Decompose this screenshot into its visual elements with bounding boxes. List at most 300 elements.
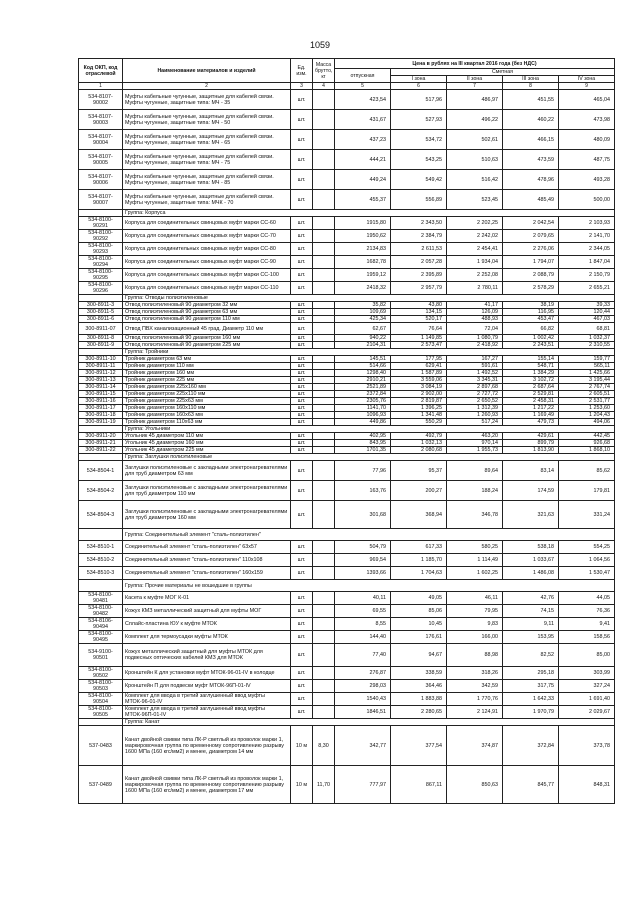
table-row: [79, 667, 615, 680]
item-name: Муфты кабельные чугунные, защитные для кабелей связи. Муфты чугунные, защитные типа: МЧК - 70: [123, 190, 291, 210]
item-mass: [313, 680, 335, 693]
price-zone-4: 493,28: [559, 170, 615, 190]
price-zone-2: 463,20: [447, 433, 503, 440]
group-empty-cell: [79, 295, 123, 302]
table-row: [79, 370, 615, 377]
price-zone-1: 2 395,89: [391, 269, 447, 282]
price-zone-3: 1 794,07: [503, 256, 559, 269]
group-empty-cell: [79, 454, 123, 461]
price-release: 455,37: [335, 190, 391, 210]
table-row: [79, 323, 615, 335]
price-zone-1: 43,80: [391, 302, 447, 309]
item-mass: [313, 316, 335, 323]
price-release: 777,97: [335, 766, 391, 804]
col-num: 5: [335, 83, 391, 90]
item-unit: шт.: [291, 377, 313, 384]
table-row: [79, 256, 615, 269]
item-name: Тройник диаметром 110х63 мм: [123, 419, 291, 426]
group-row: [79, 454, 615, 461]
price-zone-4: 848,31: [559, 766, 615, 804]
price-zone-3: 2 243,51: [503, 342, 559, 349]
item-name: Муфты кабельные чугунные, защитные для кабелей связи. Муфты чугунные, защитные типа: МЧ - 65: [123, 130, 291, 150]
price-release: 40,11: [335, 592, 391, 605]
item-code: 534-8504-2: [79, 481, 123, 501]
table-row: [79, 243, 615, 256]
price-zone-1: 534,72: [391, 130, 447, 150]
price-zone-3: 2 578,29: [503, 282, 559, 295]
price-zone-1: 200,27: [391, 481, 447, 501]
item-unit: шт.: [291, 405, 313, 412]
price-zone-1: 1 587,89: [391, 370, 447, 377]
price-zone-1: 517,96: [391, 90, 447, 110]
group-title: Группа: Канат: [123, 719, 615, 726]
group-row: [79, 580, 615, 592]
price-zone-2: 166,00: [447, 631, 503, 644]
table-body: [79, 90, 615, 804]
table-row: [79, 433, 615, 440]
item-name: Отвод полиэтиленовый 90 диаметром 110 мм: [123, 316, 291, 323]
price-zone-1: 543,25: [391, 150, 447, 170]
group-title: Группа: Тройники: [123, 349, 615, 356]
item-code: 534-8100-90296: [79, 282, 123, 295]
price-zone-1: 2 902,00: [391, 391, 447, 398]
col-num: 4: [313, 83, 335, 90]
item-mass: [313, 481, 335, 501]
item-unit: шт.: [291, 282, 313, 295]
item-name: Сплайс-пластина ЮУ к муфте МТОК: [123, 618, 291, 631]
item-code: 534-8107-90006: [79, 170, 123, 190]
item-mass: [313, 256, 335, 269]
price-zone-4: 494,06: [559, 419, 615, 426]
item-unit: шт.: [291, 706, 313, 719]
price-release: 77,96: [335, 461, 391, 481]
item-mass: 11,70: [313, 766, 335, 804]
price-release: 8,55: [335, 618, 391, 631]
price-zone-1: 94,67: [391, 644, 447, 667]
item-unit: шт.: [291, 391, 313, 398]
item-code: 300-8911-6: [79, 316, 123, 323]
price-zone-2: 1 955,73: [447, 447, 503, 454]
item-unit: шт.: [291, 644, 313, 667]
price-zone-3: 899,79: [503, 440, 559, 447]
group-title: Группа: Отводы полиэтиленовые: [123, 295, 615, 302]
col-num: 7: [447, 83, 503, 90]
item-code: 300-8911-10: [79, 356, 123, 363]
price-zone-2: 318,26: [447, 667, 503, 680]
item-name: Тройник диаметром 110 мм: [123, 363, 291, 370]
price-release: 1393,66: [335, 567, 391, 580]
item-unit: шт.: [291, 567, 313, 580]
price-zone-4: 3 195,44: [559, 377, 615, 384]
price-zone-3: 2 079,65: [503, 230, 559, 243]
price-zone-4: 473,98: [559, 110, 615, 130]
item-name: Тройник диаметром 160 мм: [123, 370, 291, 377]
item-name: Муфты кабельные чугунные, защитные для кабелей связи. Муфты чугунные, защитные типа: МЧ - 50: [123, 110, 291, 130]
item-code: 534-8107-90005: [79, 150, 123, 170]
price-zone-3: 83,14: [503, 461, 559, 481]
price-zone-1: 95,37: [391, 461, 447, 481]
price-zone-4: 465,04: [559, 90, 615, 110]
price-release: 163,76: [335, 481, 391, 501]
price-zone-4: 2 029,67: [559, 706, 615, 719]
price-zone-4: 44,05: [559, 592, 615, 605]
item-unit: шт.: [291, 440, 313, 447]
price-zone-3: 845,77: [503, 766, 559, 804]
group-title: Группа: Угольники: [123, 426, 615, 433]
item-unit: шт.: [291, 412, 313, 419]
item-unit: шт.: [291, 269, 313, 282]
group-row: [79, 295, 615, 302]
col-num: 1: [79, 83, 123, 90]
item-code: 534-8100-90293: [79, 243, 123, 256]
price-zone-3: 451,55: [503, 90, 559, 110]
group-empty-cell: [79, 210, 123, 217]
table-row: [79, 501, 615, 529]
price-release: 2305,76: [335, 398, 391, 405]
table-row: [79, 419, 615, 426]
item-code: 300-8911-19: [79, 419, 123, 426]
table-row: [79, 150, 615, 170]
price-zone-1: 2 057,28: [391, 256, 447, 269]
price-zone-3: 429,61: [503, 433, 559, 440]
price-zone-3: 82,52: [503, 644, 559, 667]
price-zone-4: 1 847,04: [559, 256, 615, 269]
item-mass: [313, 335, 335, 342]
price-zone-1: 176,61: [391, 631, 447, 644]
item-code: 534-8504-3: [79, 501, 123, 529]
price-zone-4: 467,03: [559, 316, 615, 323]
item-mass: [313, 605, 335, 618]
price-zone-2: 1 114,49: [447, 554, 503, 567]
item-mass: [313, 592, 335, 605]
price-zone-3: 372,84: [503, 726, 559, 766]
header-unit: Ед. изм.: [291, 59, 313, 83]
price-release: 940,22: [335, 335, 391, 342]
price-zone-4: 1 204,43: [559, 412, 615, 419]
price-zone-1: 492,79: [391, 433, 447, 440]
item-name: Корпуса для соединительных свинцовых муфт марки СС-110: [123, 282, 291, 295]
group-row: [79, 349, 615, 356]
item-unit: шт.: [291, 256, 313, 269]
item-name: Тройник диаметром 160х63 мм: [123, 412, 291, 419]
item-name: Муфты кабельные чугунные, защитные для кабелей связи. Муфты чугунные, защитные типа: МЧ - 35: [123, 90, 291, 110]
item-code: 534-8510-3: [79, 567, 123, 580]
group-empty-cell: [79, 529, 123, 541]
item-code: 300-8911-07: [79, 323, 123, 335]
item-name: Заглушки полиэтиленовые с закладными электронагревателями для труб диаметром 160 мм: [123, 501, 291, 529]
group-empty-cell: [79, 349, 123, 356]
table-row: [79, 316, 615, 323]
price-zone-4: 373,78: [559, 726, 615, 766]
item-mass: [313, 170, 335, 190]
item-name: Кожух КМЗ металлический защитный для муфты МОГ: [123, 605, 291, 618]
price-zone-1: 2 343,50: [391, 217, 447, 230]
table-row: [79, 90, 615, 110]
price-zone-1: 338,59: [391, 667, 447, 680]
price-release: 276,87: [335, 667, 391, 680]
item-code: 300-8911-18: [79, 412, 123, 419]
price-zone-4: 85,00: [559, 644, 615, 667]
price-zone-3: 3 102,72: [503, 377, 559, 384]
price-zone-3: 2 687,64: [503, 384, 559, 391]
price-zone-4: 76,36: [559, 605, 615, 618]
group-empty-cell: [79, 580, 123, 592]
table-row: [79, 592, 615, 605]
col-num: 9: [559, 83, 615, 90]
price-zone-1: 2 384,79: [391, 230, 447, 243]
price-zone-3: 2 529,81: [503, 391, 559, 398]
header-price-group: Цена в рублях на III квартал 2016 года (без НДС): [335, 59, 615, 69]
item-name: Отвод ПВХ канализационный 45 град. Диаметр 110 мм: [123, 323, 291, 335]
table-row: [79, 342, 615, 349]
item-unit: шт.: [291, 150, 313, 170]
item-unit: шт.: [291, 384, 313, 391]
table-row: [79, 190, 615, 210]
price-zone-4: 1 868,10: [559, 447, 615, 454]
price-zone-4: 2 150,79: [559, 269, 615, 282]
item-name: Угольник 45 диаметром 110 мм: [123, 433, 291, 440]
price-zone-3: 38,19: [503, 302, 559, 309]
price-release: 402,95: [335, 433, 391, 440]
item-mass: [313, 440, 335, 447]
price-zone-4: 158,56: [559, 631, 615, 644]
item-code: 300-8911-3: [79, 302, 123, 309]
price-zone-3: 2 276,06: [503, 243, 559, 256]
price-zone-1: 3 084,19: [391, 384, 447, 391]
price-zone-4: 120,44: [559, 309, 615, 316]
price-zone-4: 487,75: [559, 150, 615, 170]
item-unit: шт.: [291, 217, 313, 230]
item-name: Корпуса для соединительных свинцовых муфт марки СС-80: [123, 243, 291, 256]
item-mass: [313, 461, 335, 481]
item-code: 300-8911-13: [79, 377, 123, 384]
item-unit: шт.: [291, 433, 313, 440]
item-code: 300-8911-9: [79, 342, 123, 349]
item-mass: [313, 501, 335, 529]
item-unit: 10 м: [291, 726, 313, 766]
item-mass: [313, 419, 335, 426]
item-unit: шт.: [291, 680, 313, 693]
price-zone-4: 39,33: [559, 302, 615, 309]
price-zone-1: 368,94: [391, 501, 447, 529]
price-zone-3: 1 169,49: [503, 412, 559, 419]
table-row: [79, 618, 615, 631]
price-zone-4: 480,09: [559, 130, 615, 150]
item-code: 534-8100-90294: [79, 256, 123, 269]
price-zone-4: 327,24: [559, 680, 615, 693]
price-zone-2: 488,93: [447, 316, 503, 323]
price-zone-1: 85,06: [391, 605, 447, 618]
header-mass: Масса брутто, кг: [313, 59, 335, 83]
price-release: 144,40: [335, 631, 391, 644]
item-name: Соединительный элемент "сталь-полиэтилен" 160х159: [123, 567, 291, 580]
price-zone-3: 74,15: [503, 605, 559, 618]
price-zone-4: 68,81: [559, 323, 615, 335]
item-name: Отвод полиэтиленовый 90 диаметром 225 мм: [123, 342, 291, 349]
group-title: Группа: Корпуса: [123, 210, 615, 217]
price-release: 2104,31: [335, 342, 391, 349]
item-unit: шт.: [291, 370, 313, 377]
item-name: Тройник диаметром 225 мм: [123, 377, 291, 384]
price-release: 444,21: [335, 150, 391, 170]
item-mass: [313, 309, 335, 316]
item-code: 300-8911-17: [79, 405, 123, 412]
item-unit: шт.: [291, 693, 313, 706]
price-zone-4: 2 141,70: [559, 230, 615, 243]
price-release: 969,54: [335, 554, 391, 567]
item-code: 300-8911-14: [79, 384, 123, 391]
item-unit: шт.: [291, 316, 313, 323]
price-zone-4: 9,41: [559, 618, 615, 631]
item-mass: [313, 130, 335, 150]
table-row: [79, 170, 615, 190]
item-name: Тройник диаметром 225х110 мм: [123, 391, 291, 398]
item-code: 534-8107-90007: [79, 190, 123, 210]
price-zone-4: 2 310,55: [559, 342, 615, 349]
table-row: [79, 693, 615, 706]
price-zone-1: 3 559,06: [391, 377, 447, 384]
item-mass: [313, 554, 335, 567]
price-release: 342,77: [335, 726, 391, 766]
item-name: Соединительный элемент "сталь-полиэтилен" 110х108: [123, 554, 291, 567]
price-zone-4: 442,45: [559, 433, 615, 440]
price-release: 449,86: [335, 419, 391, 426]
item-unit: шт.: [291, 363, 313, 370]
item-mass: [313, 302, 335, 309]
price-zone-4: 565,11: [559, 363, 615, 370]
item-unit: шт.: [291, 356, 313, 363]
item-name: Корпуса для соединительных свинцовых муфт марки СС-90: [123, 256, 291, 269]
item-code: 534-8100-90502: [79, 667, 123, 680]
price-zone-1: 377,54: [391, 726, 447, 766]
price-zone-2: 88,98: [447, 644, 503, 667]
item-name: Комплект для ввода в третий заглушенный ввод муфты МТОК-96-01-IV: [123, 693, 291, 706]
item-mass: [313, 644, 335, 667]
group-row: [79, 719, 615, 726]
item-name: Отвод полиэтиленовый 90 диаметром 32 мм: [123, 302, 291, 309]
price-release: 2910,21: [335, 377, 391, 384]
item-unit: шт.: [291, 501, 313, 529]
price-zone-2: 2 454,41: [447, 243, 503, 256]
item-mass: [313, 567, 335, 580]
price-zone-1: 177,95: [391, 356, 447, 363]
price-zone-2: 486,97: [447, 90, 503, 110]
item-code: 534-8100-90505: [79, 706, 123, 719]
price-zone-2: 167,27: [447, 356, 503, 363]
price-zone-2: 2 897,68: [447, 384, 503, 391]
table-row: [79, 706, 615, 719]
price-release: 449,24: [335, 170, 391, 190]
price-zone-1: 629,41: [391, 363, 447, 370]
item-unit: шт.: [291, 90, 313, 110]
item-name: Корпуса для соединительных свинцовых муфт марки СС-100: [123, 269, 291, 282]
item-mass: [313, 433, 335, 440]
item-name: Канат двойной свивки типа ЛК-Р светлый из проволок марки 1, маркировочная группа по временному сопротивлению разрыву 1600 МПа (160 кгс/мм2) и менее, диаметром 17 мм: [123, 766, 291, 804]
price-zone-3: 1 970,79: [503, 706, 559, 719]
header-release: отпускная: [335, 69, 391, 83]
item-name: Кожух металлический защитный для муфты МТОК для подвесных оптических кабелей КМЗ для МТОК: [123, 644, 291, 667]
table-row: [79, 567, 615, 580]
group-row: [79, 529, 615, 541]
price-zone-3: 155,14: [503, 356, 559, 363]
item-mass: 8,30: [313, 726, 335, 766]
item-unit: шт.: [291, 110, 313, 130]
item-unit: шт.: [291, 461, 313, 481]
price-zone-2: 2 202,25: [447, 217, 503, 230]
item-unit: шт.: [291, 667, 313, 680]
price-release: 2134,83: [335, 243, 391, 256]
item-code: 300-8911-22: [79, 447, 123, 454]
item-name: Тройник диаметром 225х63 мм: [123, 398, 291, 405]
table-row: [79, 363, 615, 370]
price-release: 1096,93: [335, 412, 391, 419]
table-row: [79, 644, 615, 667]
price-zone-2: 510,63: [447, 150, 503, 170]
table-row: [79, 110, 615, 130]
price-zone-2: 2 418,92: [447, 342, 503, 349]
item-code: 534-8106-90494: [79, 618, 123, 631]
price-release: 1540,43: [335, 693, 391, 706]
price-release: 77,40: [335, 644, 391, 667]
price-zone-1: 549,42: [391, 170, 447, 190]
item-code: 300-8911-21: [79, 440, 123, 447]
price-zone-1: 2 611,53: [391, 243, 447, 256]
price-release: 1915,80: [335, 217, 391, 230]
price-zone-3: 466,15: [503, 130, 559, 150]
price-zone-3: 453,47: [503, 316, 559, 323]
item-mass: [313, 667, 335, 680]
header-zone-1: I зона: [391, 76, 447, 83]
item-unit: шт.: [291, 243, 313, 256]
price-zone-3: 479,73: [503, 419, 559, 426]
price-zone-2: 2 242,02: [447, 230, 503, 243]
price-release: 1682,78: [335, 256, 391, 269]
item-unit: шт.: [291, 342, 313, 349]
price-zone-2: 3 345,31: [447, 377, 503, 384]
price-zone-1: 2 280,65: [391, 706, 447, 719]
price-zone-2: 580,25: [447, 541, 503, 554]
price-zone-1: 556,89: [391, 190, 447, 210]
item-mass: [313, 150, 335, 170]
price-release: 145,51: [335, 356, 391, 363]
item-code: 534-8100-90291: [79, 217, 123, 230]
item-name: Корпуса для соединительных свинцовых муфт марки СС-60: [123, 217, 291, 230]
price-release: 425,34: [335, 316, 391, 323]
price-zone-2: 1 934,04: [447, 256, 503, 269]
price-zone-3: 295,18: [503, 667, 559, 680]
item-unit: шт.: [291, 541, 313, 554]
price-zone-1: 1 185,70: [391, 554, 447, 567]
price-zone-3: 460,22: [503, 110, 559, 130]
price-zone-3: 1 642,33: [503, 693, 559, 706]
price-zone-4: 303,99: [559, 667, 615, 680]
table-row: [79, 554, 615, 567]
price-zone-3: 153,95: [503, 631, 559, 644]
table-row: [79, 766, 615, 804]
item-name: Комплект для термоусадки муфты МТОК: [123, 631, 291, 644]
price-zone-1: 2 573,47: [391, 342, 447, 349]
item-code: 537-0489: [79, 766, 123, 804]
price-zone-4: 1 691,40: [559, 693, 615, 706]
price-release: 2372,84: [335, 391, 391, 398]
item-code: 300-8911-16: [79, 398, 123, 405]
group-title: Группа: Заглушки полиэтиленовые: [123, 454, 615, 461]
price-release: 431,67: [335, 110, 391, 130]
price-zone-2: 1 080,79: [447, 335, 503, 342]
table-row: [79, 726, 615, 766]
price-zone-3: 2 458,31: [503, 398, 559, 405]
price-release: 301,68: [335, 501, 391, 529]
